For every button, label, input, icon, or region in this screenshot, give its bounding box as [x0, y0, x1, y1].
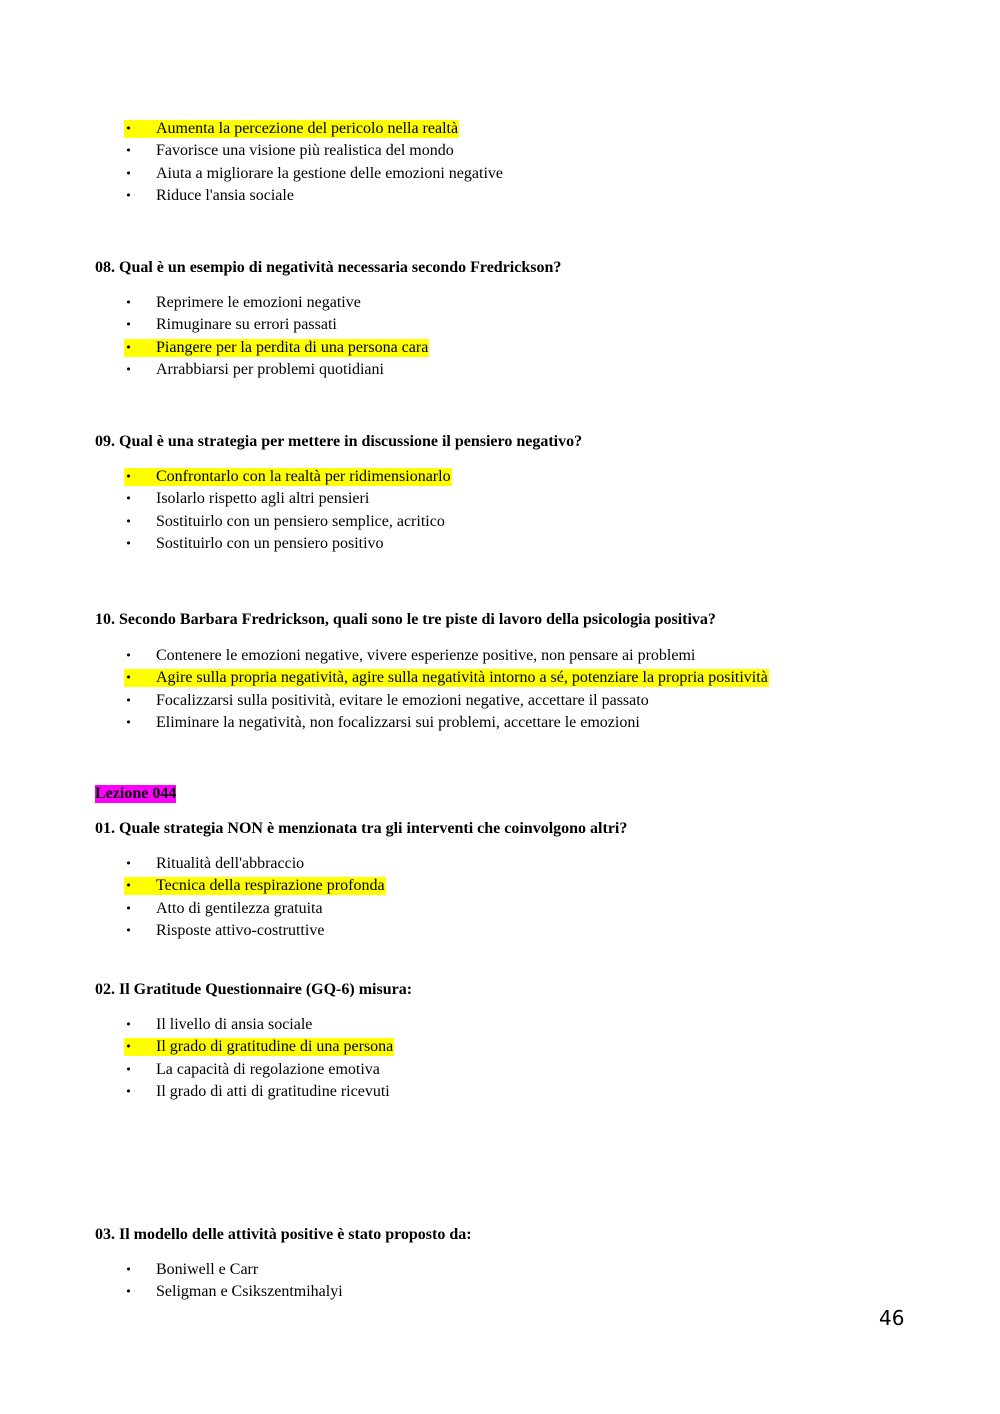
option-text: Seligman e Csikszentmihalyi: [156, 1283, 343, 1301]
bullet-icon: •: [125, 536, 132, 550]
l44q02-title: 02. Il Gratitude Questionnaire (GQ-6) misura:: [95, 981, 413, 998]
answer-option: [0, 359, 1000, 381]
l44q02-options: [0, 1014, 1000, 1103]
answer-option: [0, 163, 1000, 185]
option-text: Eliminare la negatività, non focalizzarsi sui problemi, accettare le emozioni: [156, 713, 640, 731]
answer-option: [0, 690, 1000, 712]
option-text: Il grado di atti di gratitudine ricevuti: [156, 1082, 390, 1100]
option-text: Confrontarlo con la realtà per ridimensionarlo: [124, 468, 452, 486]
bullet-icon: •: [125, 649, 132, 662]
option-text: Riduce l'ansia sociale: [156, 186, 294, 204]
answer-option-correct: [0, 466, 1000, 488]
q09-title: 09. Qual è una strategia per mettere in discussione il pensiero negativo?: [95, 433, 583, 450]
bullet-icon: •: [125, 693, 132, 707]
bullet-icon: •: [125, 1040, 132, 1054]
page-number: 46: [879, 1306, 905, 1330]
bullet-icon: •: [125, 122, 132, 135]
l44q03-title: 03. Il modello delle attività positive è stato proposto da:: [95, 1226, 472, 1243]
q09-options: [0, 466, 1000, 555]
answer-option: [0, 533, 1000, 555]
option-text: Agire sulla propria negatività, agire sulla negatività intorno a sé, potenziare la propria positività: [124, 669, 769, 687]
option-text: Focalizzarsi sulla positività, evitare le emozioni negative, accettare il passato: [156, 691, 649, 709]
q07-options: [0, 118, 1000, 207]
bullet-icon: •: [125, 166, 132, 180]
bullet-icon: •: [125, 1018, 132, 1031]
option-text: Risposte attivo-costruttive: [156, 921, 325, 939]
answer-option-correct: [0, 875, 1000, 897]
answer-option: [0, 140, 1000, 162]
bullet-icon: •: [125, 857, 132, 870]
answer-option-correct: [0, 667, 1000, 689]
answer-option: [0, 1059, 1000, 1081]
bullet-icon: •: [125, 514, 132, 528]
answer-option: [0, 1281, 1000, 1303]
bullet-icon: •: [125, 923, 132, 937]
l44q01-options: [0, 853, 1000, 942]
option-text: Boniwell e Carr: [156, 1261, 259, 1278]
option-text: Tecnica della respirazione profonda: [124, 877, 386, 895]
option-text: Piangere per la perdita di una persona cara: [124, 339, 429, 357]
q08-title: 08. Qual è un esempio di negatività necessaria secondo Fredrickson?: [95, 259, 562, 276]
option-text: Il grado di gratitudine di una persona: [124, 1038, 394, 1056]
option-text: Contenere le emozioni negative, vivere esperienze positive, non pensare ai problemi: [156, 647, 696, 664]
answer-option-correct: [0, 337, 1000, 359]
bullet-icon: •: [125, 1285, 132, 1299]
option-text: Isolarlo rispetto agli altri pensieri: [156, 490, 370, 508]
option-text: Reprimere le emozioni negative: [156, 294, 361, 311]
option-text: Aiuta a migliorare la gestione delle emozioni negative: [156, 164, 503, 182]
bullet-icon: •: [125, 1062, 132, 1076]
q10-title: 10. Secondo Barbara Fredrickson, quali sono le tre piste di lavoro della psicologia positiva?: [95, 611, 716, 628]
bullet-icon: •: [125, 144, 132, 158]
answer-option: [0, 853, 1000, 875]
answer-option: [0, 511, 1000, 533]
bullet-icon: •: [125, 1263, 132, 1276]
answer-option: [0, 314, 1000, 336]
q10-options: [0, 645, 1000, 734]
bullet-icon: •: [125, 671, 132, 685]
option-text: Favorisce una visione più realistica del mondo: [156, 142, 454, 160]
bullet-icon: •: [125, 715, 132, 729]
answer-option: [0, 292, 1000, 314]
option-text: Ritualità dell'abbraccio: [156, 855, 305, 872]
bullet-icon: •: [125, 901, 132, 915]
option-text: Atto di gentilezza gratuita: [156, 899, 323, 917]
option-text: Aumenta la percezione del pericolo nella realtà: [124, 120, 459, 138]
option-text: La capacità di regolazione emotiva: [156, 1060, 380, 1078]
option-text: Sostituirlo con un pensiero positivo: [156, 534, 384, 552]
answer-option: [0, 645, 1000, 667]
answer-option: [0, 185, 1000, 207]
answer-option: [0, 898, 1000, 920]
bullet-icon: •: [125, 362, 132, 376]
option-text: Sostituirlo con un pensiero semplice, acritico: [156, 512, 445, 530]
q08-options: [0, 292, 1000, 381]
answer-option: [0, 1081, 1000, 1103]
bullet-icon: •: [125, 470, 132, 483]
bullet-icon: •: [125, 879, 132, 893]
bullet-icon: •: [125, 318, 132, 332]
bullet-icon: •: [125, 340, 132, 354]
option-text: Arrabbiarsi per problemi quotidiani: [156, 360, 384, 378]
answer-option-correct: [0, 1036, 1000, 1058]
option-text: Il livello di ansia sociale: [156, 1016, 313, 1033]
answer-option-correct: [0, 118, 1000, 140]
bullet-icon: •: [125, 188, 132, 202]
lesson-heading: Lezione 044: [95, 785, 177, 802]
bullet-icon: •: [125, 296, 132, 309]
answer-option: [0, 712, 1000, 734]
bullet-icon: •: [125, 1084, 132, 1098]
answer-option: [0, 1014, 1000, 1036]
bullet-icon: •: [125, 492, 132, 506]
l44q01-title: 01. Quale strategia NON è menzionata tra gli interventi che coinvolgono altri?: [95, 820, 628, 837]
answer-option: [0, 920, 1000, 942]
option-text: Rimuginare su errori passati: [156, 316, 337, 334]
l44q03-options: [0, 1259, 1000, 1304]
answer-option: [0, 488, 1000, 510]
answer-option: [0, 1259, 1000, 1281]
